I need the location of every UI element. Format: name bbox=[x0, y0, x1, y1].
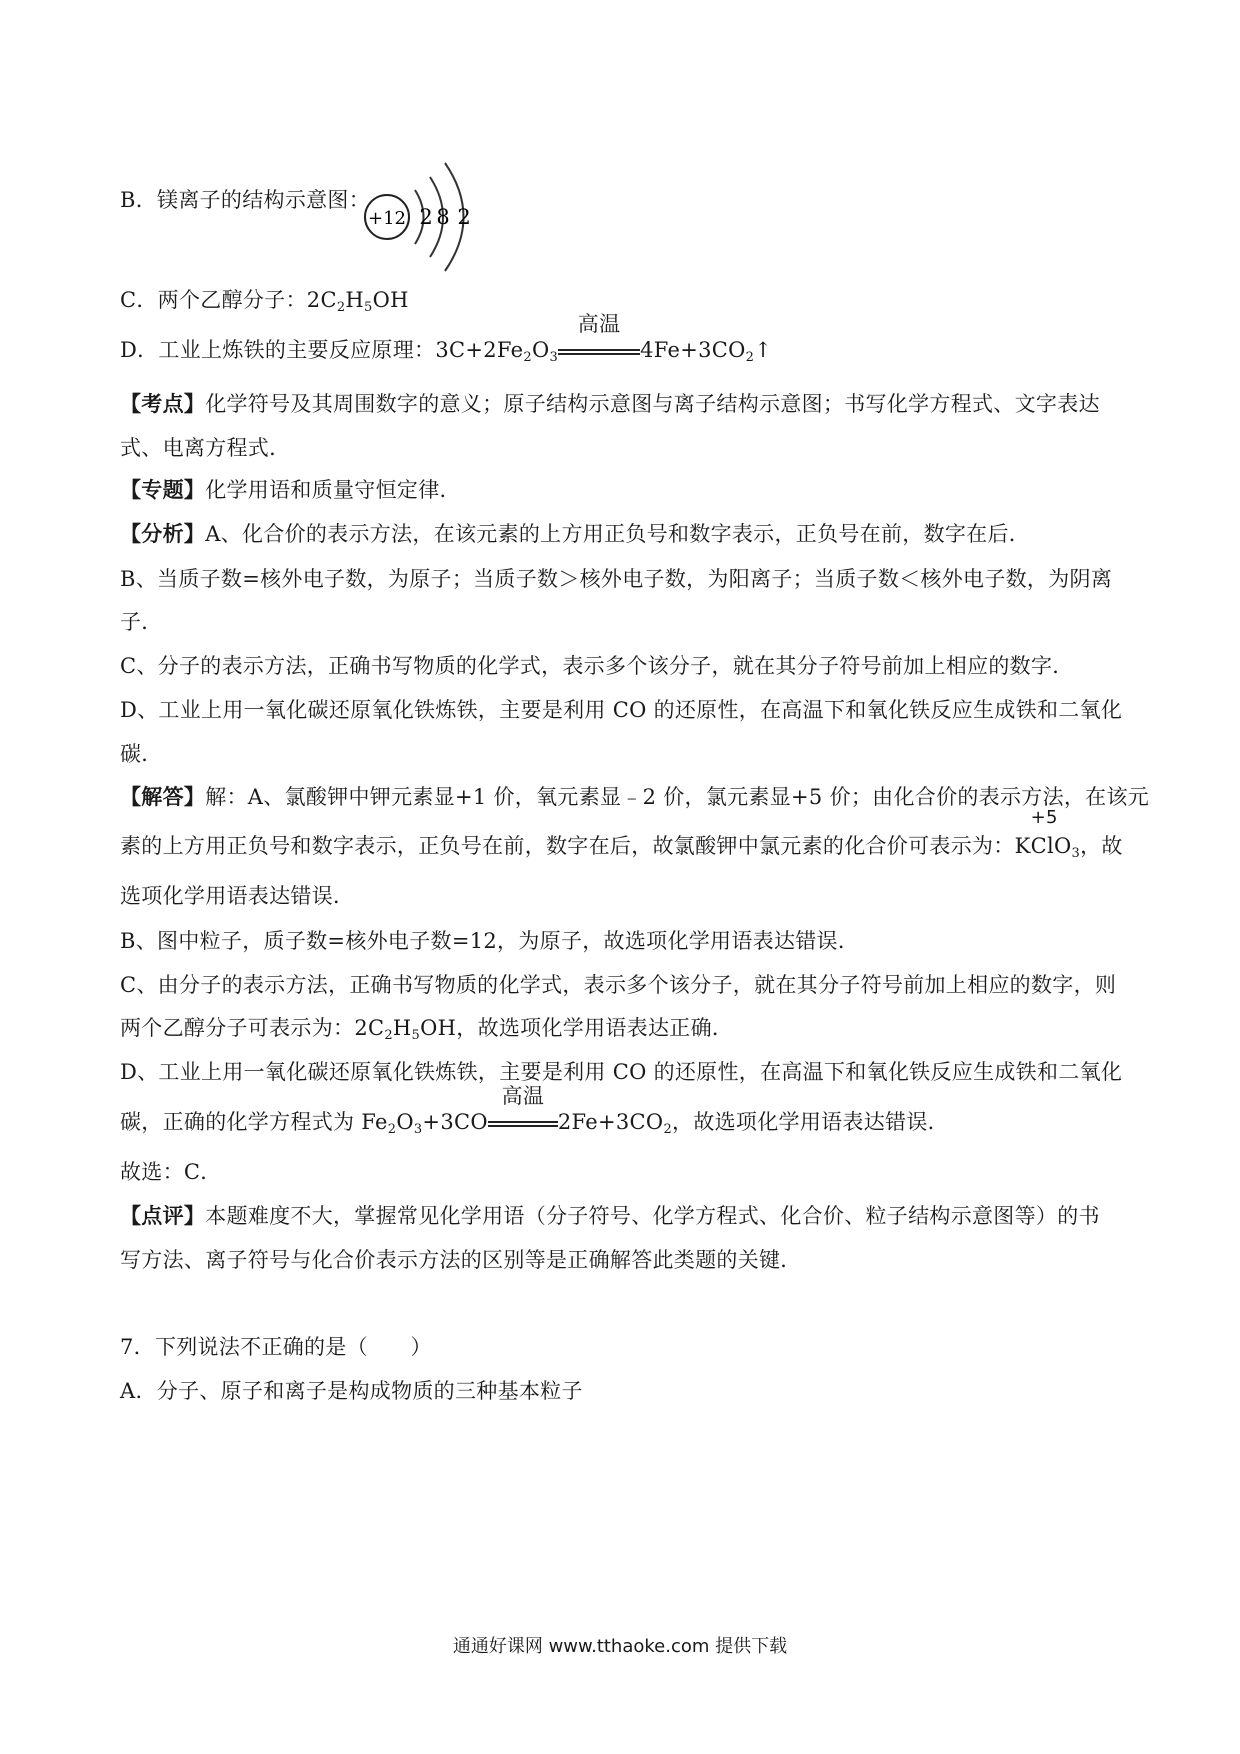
shell-electrons-1: 2 bbox=[419, 205, 433, 229]
jieda-d-cont: 碳，正确的化学方程式为 $Fe_2O_3+3CO$ 高温 $2Fe+3CO_2$，故选项化学用语表达错误． bbox=[120, 1084, 949, 1137]
dianping-cont: 写方法、离子符号与化合价表示方法的区别等是正确解答此类题的关键． bbox=[120, 1248, 802, 1272]
jieda-a-cont2: 选项化学用语表达错误． bbox=[120, 884, 355, 908]
option-c: C．两个乙醇分子：$2C_2H_5OH$ bbox=[120, 288, 409, 315]
question-7: 7．下列说法不正确的是（ ） bbox=[120, 1335, 432, 1359]
dianping: 【点评】本题难度不大，掌握常见化学用语（分子符号、化学方程式、化合价、粒子结构示意图等）的书 bbox=[120, 1203, 1100, 1228]
chlorine-valence: +5 Cl bbox=[1030, 807, 1058, 858]
jieda-c-cont: 两个乙醇分子可表示为：$2C_2H_5OH$，故选项化学用语表达正确． bbox=[120, 1016, 734, 1043]
zhuanti: 【专题】化学用语和质量守恒定律． bbox=[120, 477, 461, 502]
kaodian: 【考点】化学符号及其周围数字的意义；原子结构示意图与离子结构示意图；书写化学方程式、文字表达 bbox=[120, 391, 1100, 416]
fenxi-d: D、工业上用一氧化碳还原氧化铁炼铁，主要是利用 CO 的还原性，在高温下和氧化铁反应生成铁和二氧化 bbox=[120, 698, 1123, 722]
reaction-condition-2: 高温 bbox=[488, 1108, 558, 1136]
fenxi-b-cont: 子． bbox=[120, 610, 163, 634]
shell-electrons-3: 2 bbox=[457, 205, 471, 229]
option-b: B．镁离子的结构示意图： bbox=[120, 188, 371, 212]
fenxi-a: 【分析】A、化合价的表示方法，在该元素的上方用正负号和数字表示，正负号在前，数字在后． bbox=[120, 521, 1031, 546]
guxuan: 故选：C． bbox=[120, 1160, 222, 1184]
jieda-b: B、图中粒子，质子数=核外电子数=12，为原子，故选项化学用语表达错误． bbox=[120, 929, 860, 953]
option-d: D．工业上炼铁的主要反应原理：$3C+2Fe_2O_3$ 高温 $4Fe+3CO_2↑$ bbox=[120, 312, 773, 365]
fenxi-d-cont: 碳． bbox=[120, 742, 163, 766]
question-7-option-a: A．分子、原子和离子是构成物质的三种基本粒子 bbox=[120, 1379, 583, 1403]
jieda-a-cont: 素的上方用正负号和数字表示，正负号在前，数字在后，故氯酸钾中氯元素的化合价可表示为：K +5 ClO$_3$，故 bbox=[120, 807, 1123, 861]
nucleus-charge: +12 bbox=[368, 208, 406, 229]
fenxi-b: B、当质子数=核外电子数，为原子；当质子数＞核外电子数，为阳离子；当质子数＜核外电子数，为阴离 bbox=[120, 567, 1113, 591]
page-footer: 通通好课网 www.tthaoke.com 提供下载 bbox=[452, 1636, 788, 1657]
reaction-condition: 高温 bbox=[558, 336, 640, 364]
magnesium-structure-diagram bbox=[360, 155, 480, 275]
jieda-c: C、由分子的表示方法，正确书写物质的化学式，表示多个该分子，就在其分子符号前加上相应的数字，则 bbox=[120, 973, 1117, 997]
jieda-a: 【解答】解：A、氯酸钾中钾元素显+1 价，氧元素显﹣2 价，氯元素显+5 价；由化合价的表示方法，在该元 bbox=[120, 784, 1150, 809]
kaodian-cont: 式、电离方程式． bbox=[120, 436, 291, 460]
fenxi-c: C、分子的表示方法，正确书写物质的化学式，表示多个该分子，就在其分子符号前加上相应的数字． bbox=[120, 654, 1074, 678]
jieda-d: D、工业上用一氧化碳还原氧化铁炼铁，主要是利用 CO 的还原性，在高温下和氧化铁反应生成铁和二氧化 bbox=[120, 1060, 1123, 1084]
shell-electrons-2: 8 bbox=[436, 205, 450, 229]
